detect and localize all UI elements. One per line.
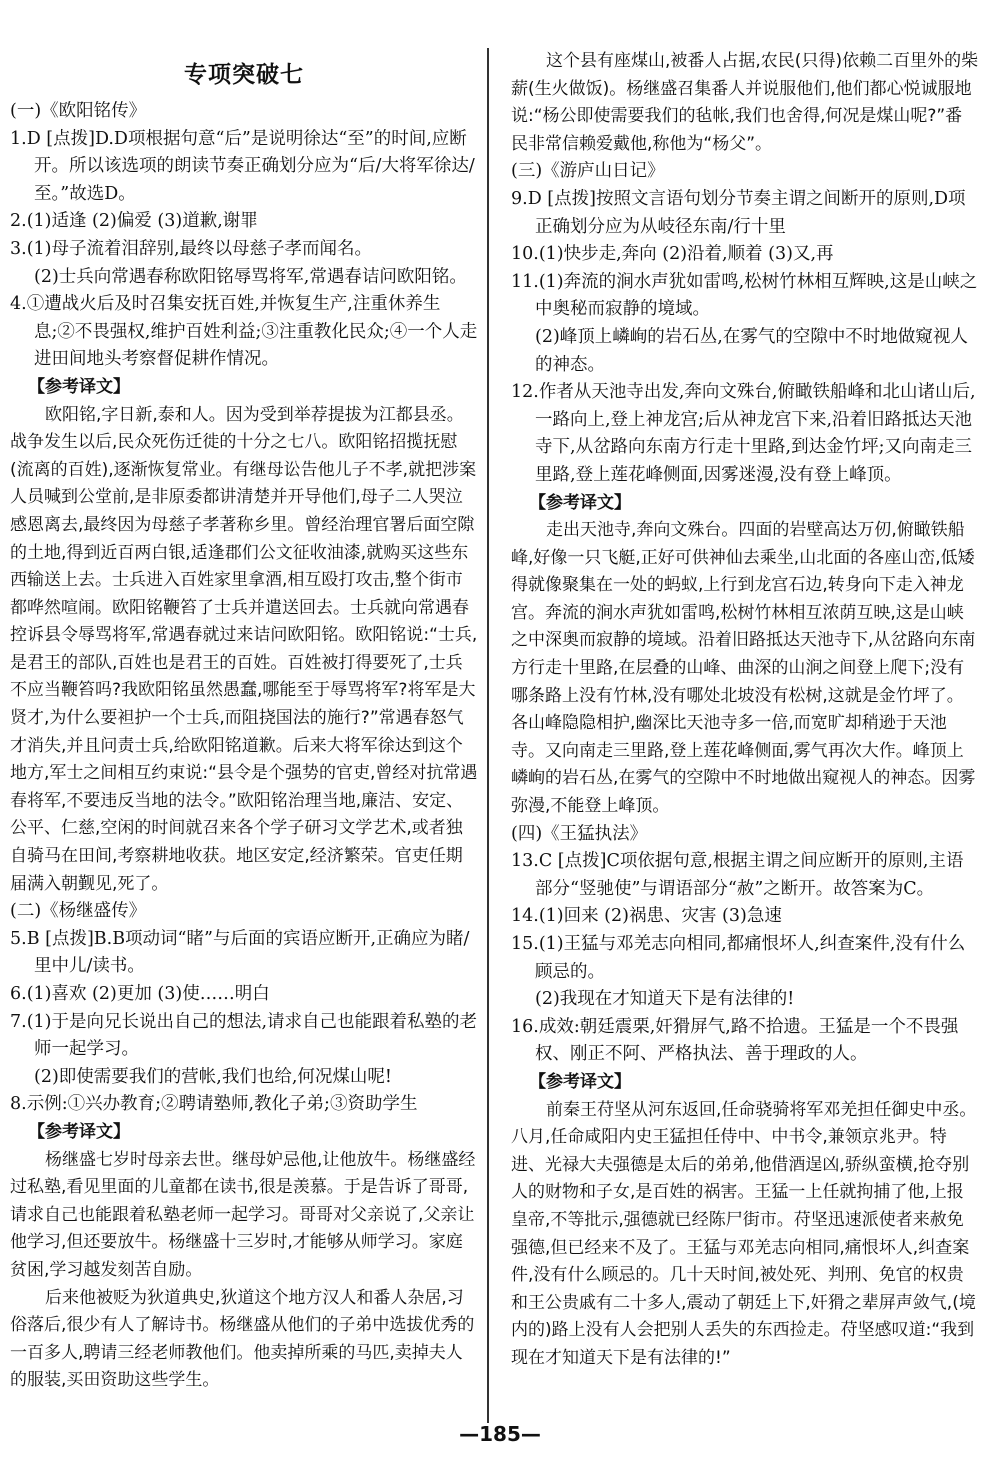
left-paragraph: 6.(1)喜欢 (2)更加 (3)使……明白 <box>10 984 270 1004</box>
right-paragraph: 13.C [点拨]C项依据句意,根据主谓之间应断开的原则,主语部分“竖驰使”与谓语部分“赦”之断开。故答案为C。 <box>511 851 964 899</box>
left-paragraph: 4.①遭战火后及时召集安抚百姓,并恢复生产,注重休养生息;②不畏强权,维护百姓利益;③注重教化民众;④一个人走进田间地头考察督促耕作情况。 <box>10 294 478 370</box>
right-paragraph: 12.作者从天池寺出发,奔向文殊台,俯瞰铁船峰和北山诸山后,一路向上,登上神龙宫;后从神龙宫下来,沿着旧路抵达天池寺下,从岔路向东南方行走十里路,到达金竹坪;又向南走三里路,登上莲花峰侧面,因雾迷漫,没有登上峰顶。 <box>511 382 976 485</box>
left-column-body <box>10 98 478 1395</box>
right-paragraph: 11.(1)奔流的涧水声犹如雷鸣,松树竹林相互辉映,这是山峡之中奥秘而寂静的境域。 <box>511 271 978 320</box>
right-paragraph: (2)我现在才知道天下是有法律的! <box>535 989 795 1010</box>
left-paragraph: 【参考译文】 <box>28 1121 130 1142</box>
right-paragraph: 【参考译文】 <box>529 492 631 513</box>
left-paragraph: 杨继盛七岁时母亲去世。继母妒忌他,让他放牛。杨继盛经过私塾,看见里面的儿童都在读书,很是羡慕。于是告诉了哥哥,请求自己也能跟着私塾老师一起学习。哥哥对父亲说了,父亲让他学习,但还要放牛。杨继盛十三岁时,才能够从师学习。家庭贫困,学习越发刻苦自励。 <box>10 1149 476 1280</box>
left-paragraph: 1.D [点拨]D.D项根据句意“后”是说明徐达“至”的时间,应断开。所以该选项的朗读节奏正确划分应为“后/大将军徐达/至。”故选D。 <box>10 128 475 204</box>
left-paragraph: 【参考译文】 <box>28 376 130 397</box>
watermark-logo <box>836 1415 986 1457</box>
page-title: 专项突破七 <box>184 62 304 88</box>
column-divider <box>487 48 489 1423</box>
left-paragraph: 2.(1)适逢 (2)偏爱 (3)道歉,谢罪 <box>10 211 258 232</box>
right-paragraph: (2)峰顶上嶙峋的岩石丛,在雾气的空隙中不时地做窥视人的神态。 <box>535 326 968 375</box>
page-number: —185— <box>459 1422 541 1446</box>
left-paragraph: 7.(1)于是向兄长说出自己的想法,请求自己也能跟着私塾的老师一起学习。 <box>10 1011 478 1060</box>
right-paragraph: 10.(1)快步走,奔向 (2)沿着,顺着 (3)又,再 <box>511 244 834 265</box>
right-paragraph: 走出天池寺,奔向文殊台。四面的岩壁高达万仞,俯瞰铁船峰,好像一只飞艇,正好可供神仙去乘坐,山北面的各座山峦,低矮得就像聚集在一处的蚂蚁,上行到龙宫石边,转身向下走入神龙宫。奔流的涧水声犹如雷鸣,松树竹林相互浓荫互映,这是山峡之中深奥而寂静的境域。沿着旧路抵达天池寺下,从岔路向东南方行走十里路,在层叠的山峰、曲深的山涧之间登上爬下;没有哪条路上没有竹林,没有哪处北坡没有松树,这就是金竹坪了。各山峰隐隐相护,幽深比天池寺多一倍,而宽旷却稍逊于天池寺。又向南走三里路,登上莲花峰侧面,雾气再次大作。峰顶上嶙峋的岩石丛,在雾气的空隙中不时地做出窥视人的神态。因雾弥漫,不能登上峰顶。 <box>511 520 976 817</box>
right-paragraph: (四)《王猛执法》 <box>511 823 648 844</box>
right-paragraph: 14.(1)回来 (2)祸患、灾害 (3)急速 <box>511 906 782 927</box>
left-paragraph: 3.(1)母子流着泪辞别,最终以母慈子孝而闻名。 <box>10 238 373 259</box>
right-paragraph: 15.(1)王猛与邓羌志向相同,都痛恨坏人,纠查案件,没有什么顾忌的。 <box>511 934 966 982</box>
right-paragraph: 16.成效:朝廷震栗,奸猾屏气,路不拾遗。王猛是一个不畏强权、刚正不阿、严格执法、善于理政的人。 <box>511 1016 959 1065</box>
left-paragraph: (2)即使需要我们的营帐,我们也给,何况煤山呢! <box>34 1066 392 1087</box>
left-paragraph: (二)《杨继盛传》 <box>10 901 147 922</box>
right-paragraph: (三)《游庐山日记》 <box>511 161 665 182</box>
right-paragraph: 前秦王苻坚从河东返回,任命骁骑将军邓羌担任御史中丞。八月,任命咸阳内史王猛担任侍中、中书令,兼领京兆尹。特进、光禄大夫强德是太后的弟弟,他借酒逞凶,骄纵蛮横,抢夺别人的财物和子女,是百姓的祸害。王猛一上任就拘捕了他,上报皇帝,不等批示,强德就已经陈尸街市。苻坚迅速派使者来赦免强德,但已经来不及了。王猛与邓羌志向相同,痛恨坏人,纠查案件,没有什么顾忌的。几十天时间,被处死、判刑、免官的权贵和王公贵戚有二十多人,震动了朝廷上下,奸猾之辈屏声敛气,(境内的)路上没有人会把别人丢失的东西捡走。苻坚感叹道:“我到现在才知道天下是有法律的!” <box>511 1099 977 1368</box>
left-paragraph: 后来他被贬为狄道典史,狄道这个地方汉人和番人杂居,习俗落后,很少有人了解诗书。杨继盛从他们的子弟中选拔优秀的一百多人,聘请三经老师教他们。他卖掉所乘的马匹,卖掉夫人的服装,买田资助这些学生。 <box>10 1287 475 1391</box>
right-column-body <box>511 48 979 1373</box>
right-paragraph: 这个县有座煤山,被番人占据,农民(只得)依赖二百里外的柴薪(生火做饭)。杨继盛召集番人并说服他们,他们都心悦诚服地说:“杨公即使需要我们的毡帐,我们也舍得,何况是煤山呢?”番民非常信赖爱戴他,称他为“杨父”。 <box>511 51 979 154</box>
right-column <box>511 48 979 1373</box>
left-paragraph: 欧阳铭,字日新,泰和人。因为受到举荐提拔为江都县丞。战争发生以后,民众死伤迁徙的十分之七八。欧阳铭招揽抚慰(流离的百姓),逐渐恢复常业。有继母讼告他儿子不孝,就把涉案人员喊到公堂前,是非原委都讲清楚并开导他们,母子二人哭泣感恩离去,最终因为母慈子孝著称乡里。曾经治理官署后面空隙的土地,得到近百两白银,适逢郡们公文征收油漆,就购买这些东西输送上去。士兵进入百姓家里拿酒,相互殴打攻击,整个街市都哗然喧闹。欧阳铭鞭笞了士兵并遣送回去。士兵就向常遇春控诉县令辱骂将军,常遇春就过来诘问欧阳铭。欧阳铭说:“士兵,是君王的部队,百姓也是君王的百姓。百姓被打得要死了,士兵不应当鞭笞吗?我欧阳铭虽然愚蠢,哪能至于辱骂将军?将军是大贤才,为什么要袒护一个士兵,而阻挠国法的施行?”常遇春怒气才消失,并且问责士兵,给欧阳铭道歉。后来大将军徐达到这个地方,军士之间相互约束说:“县令是个强势的官吏,曾经对抗常遇春将军,不要违反当地的法令。”欧阳铭治理当地,廉洁、安定、公平、仁慈,空闲的时间就召来各个学子研习文学艺术,或者独自骑马在田间,考察耕地收获。地区安定,经济繁荣。官吏任期届满入朝觐见,死了。 <box>10 404 478 894</box>
right-paragraph: 【参考译文】 <box>529 1071 631 1092</box>
right-paragraph: 9.D [点拨]按照文言语句划分节奏主谓之间断开的原则,D项正确划分应为从岐径东南/行十里 <box>511 188 966 237</box>
left-paragraph: (2)士兵向常遇春称欧阳铭辱骂将军,常遇春诘问欧阳铭。 <box>34 266 467 287</box>
left-paragraph: 8.示例:①兴办教育;②聘请塾师,教化子弟;③资助学生 <box>10 1094 418 1115</box>
left-paragraph: (一)《欧阳铭传》 <box>10 101 147 121</box>
left-paragraph: 5.B [点拨]B.B项动词“睹”与后面的宾语应断开,正确应为睹/里中儿/读书。 <box>10 928 470 977</box>
left-column <box>10 48 478 1395</box>
